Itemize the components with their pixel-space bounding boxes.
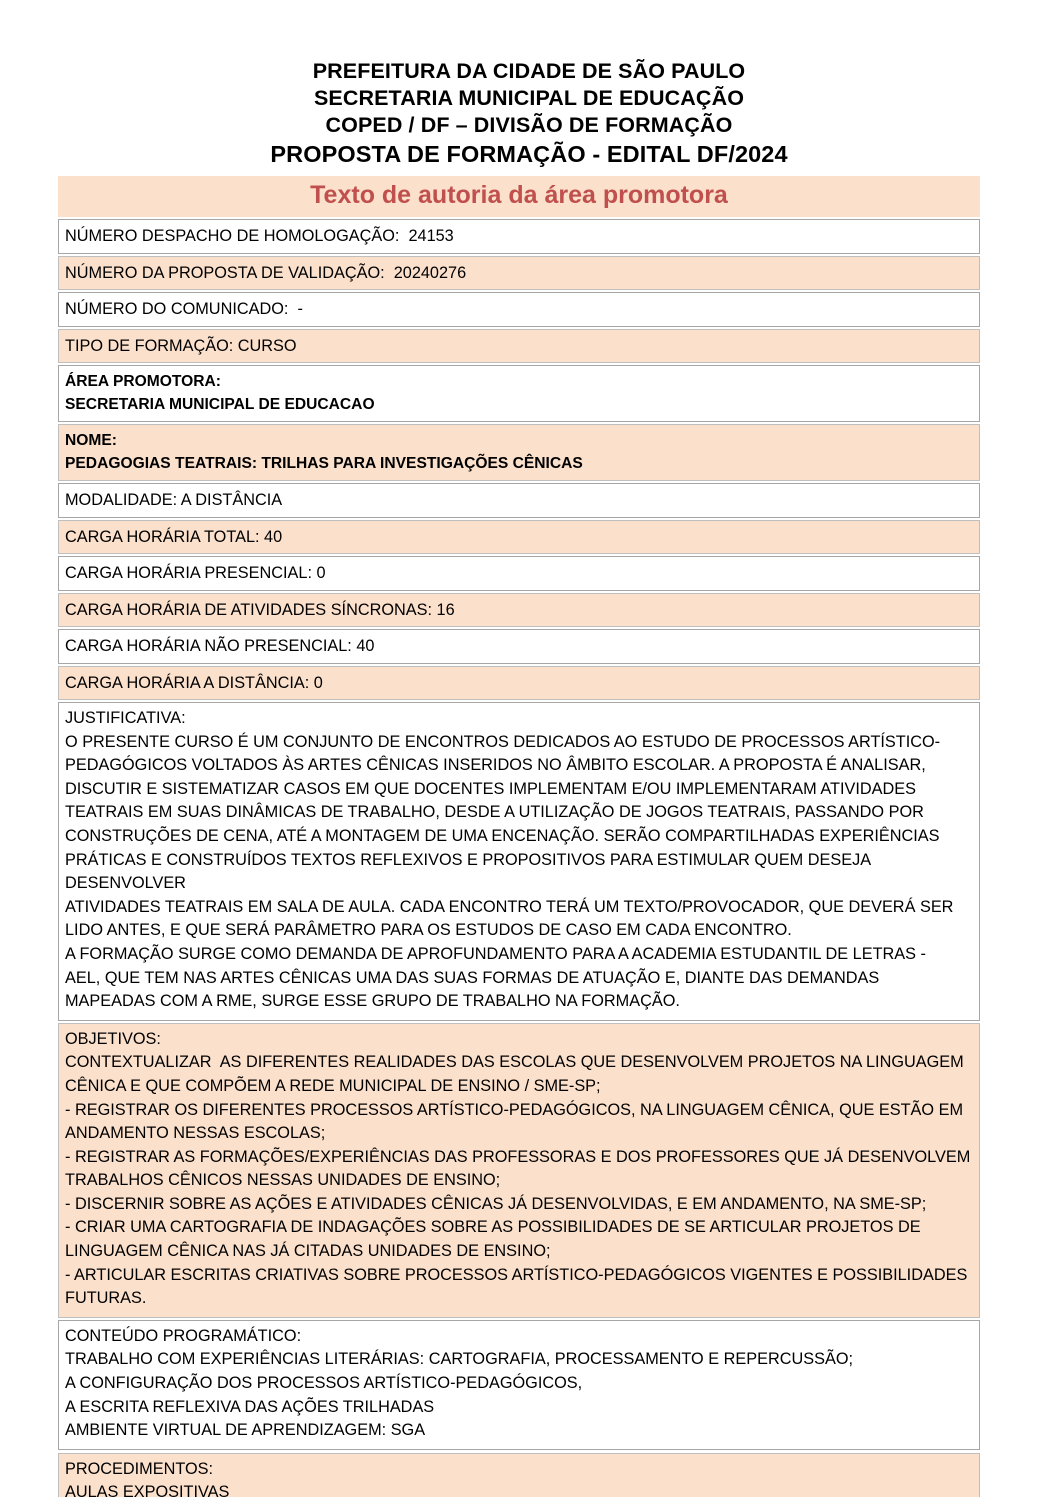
row-procedimentos	[58, 1453, 980, 1497]
row-area-promotora-label: ÁREA PROMOTORA:	[65, 373, 221, 390]
justificativa-line: CONSTRUÇÕES DE CENA, ATÉ A MONTAGEM DE UMA ENCENAÇÃO. SERÃO COMPARTILHADAS EXPERIÊNCIAS	[65, 826, 940, 845]
row-numero-proposta-text: NÚMERO DA PROPOSTA DE VALIDAÇÃO: 20240276	[65, 263, 467, 282]
row-numero-despacho	[58, 219, 980, 254]
row-nome-value: PEDAGOGIAS TEATRAIS: TRILHAS PARA INVESTIGAÇÕES CÊNICAS	[65, 454, 583, 472]
justificativa-line: A FORMAÇÃO SURGE COMO DEMANDA DE APROFUNDAMENTO PARA A ACADEMIA ESTUDANTIL DE LETRAS -	[65, 944, 926, 963]
row-carga-horaria-nao-presencial-text: CARGA HORÁRIA NÃO PRESENCIAL: 40	[65, 637, 375, 655]
row-carga-horaria-nao-presencial	[58, 629, 980, 664]
objetivos-line: - REGISTRAR OS DIFERENTES PROCESSOS ARTÍSTICO-PEDAGÓGICOS, NA LINGUAGEM CÊNICA, QUE ESTÃO EM	[65, 1100, 964, 1119]
row-modalidade	[58, 483, 980, 518]
row-carga-horaria-presencial-text: CARGA HORÁRIA PRESENCIAL: 0	[65, 564, 326, 582]
row-conteudo-programatico	[58, 1320, 980, 1450]
row-area-promotora-value: SECRETARIA MUNICIPAL DE EDUCACAO	[65, 395, 375, 413]
objetivos-line: - CRIAR UMA CARTOGRAFIA DE INDAGAÇÕES SOBRE AS POSSIBILIDADES DE SE ARTICULAR PROJETOS DE	[65, 1218, 921, 1237]
justificativa-line: AEL, QUE TEM NAS ARTES CÊNICAS UMA DAS SUAS FORMAS DE ATUAÇÃO E, DIANTE DAS DEMANDAS	[65, 968, 880, 987]
justificativa-line: DISCUTIR E SISTEMATIZAR CASOS EM QUE DOCENTES IMPLEMENTAM E/OU IMPLEMENTARAM ATIVIDADES	[65, 779, 916, 798]
header-line-secretaria: SECRETARIA MUNICIPAL DE EDUCAÇÃO	[313, 86, 745, 110]
row-area-promotora	[58, 365, 980, 422]
objetivos-line: FUTURAS.	[65, 1289, 147, 1308]
header-line-prefeitura: PREFEITURA DA CIDADE DE SÃO PAULO	[312, 59, 746, 83]
objetivos-line: ANDAMENTO NESSAS ESCOLAS;	[65, 1124, 326, 1143]
row-justificativa	[58, 702, 980, 1021]
header-line-proposta: PROPOSTA DE FORMAÇÃO - EDITAL DF/2024	[270, 141, 788, 167]
row-objetivos	[58, 1023, 980, 1318]
conteudo-line: TRABALHO COM EXPERIÊNCIAS LITERÁRIAS: CARTOGRAFIA, PROCESSAMENTO E REPERCUSSÃO;	[65, 1350, 854, 1369]
justificativa-line: ATIVIDADES TEATRAIS EM SALA DE AULA. CADA ENCONTRO TERÁ UM TEXTO/PROVOCADOR, QUE DEVERÁ SER	[65, 897, 954, 916]
header-line-coped: COPED / DF – DIVISÃO DE FORMAÇÃO	[325, 113, 733, 137]
objetivos-line: - ARTICULAR ESCRITAS CRIATIVAS SOBRE PROCESSOS ARTÍSTICO-PEDAGÓGICOS VIGENTES E POSSIBILIDADES	[65, 1265, 968, 1284]
objetivos-line: CONTEXTUALIZAR AS DIFERENTES REALIDADES DAS ESCOLAS QUE DESENVOLVEM PROJETOS NA LINGUAGEM	[65, 1053, 964, 1072]
conteudo-line: A CONFIGURAÇÃO DOS PROCESSOS ARTÍSTICO-PEDAGÓGICOS,	[65, 1374, 583, 1393]
row-tipo-formacao-text: TIPO DE FORMAÇÃO: CURSO	[65, 336, 297, 355]
proposal-table	[58, 176, 980, 1497]
objetivos-line: - REGISTRAR AS FORMAÇÕES/EXPERIÊNCIAS DAS PROFESSORAS E DOS PROFESSORES QUE JÁ DESENVOLVEM	[65, 1147, 971, 1166]
objetivos-line: - DISCERNIR SOBRE AS AÇÕES E ATIVIDADES CÊNICAS JÁ DESENVOLVIDAS, E EM ANDAMENTO, NA SME-SP;	[65, 1194, 927, 1213]
justificativa-title: JUSTIFICATIVA:	[65, 709, 186, 727]
row-carga-horaria-distancia-text: CARGA HORÁRIA A DISTÂNCIA: 0	[65, 673, 323, 692]
row-carga-horaria-total	[58, 520, 980, 555]
row-numero-comunicado	[58, 292, 980, 327]
conteudo-title: CONTEÚDO PROGRAMÁTICO:	[65, 1326, 302, 1345]
objetivos-line: TRABALHOS CÊNICOS NESSAS UNIDADES DE ENSINO;	[65, 1171, 501, 1190]
justificativa-line: TEATRAIS EM SUAS DINÂMICAS DE TRABALHO, DESDE A UTILIZAÇÃO DE JOGOS TEATRAIS, PASSANDO POR	[65, 803, 924, 822]
procedimentos-line: AULAS EXPOSITIVAS	[65, 1483, 230, 1497]
row-carga-horaria-total-text: CARGA HORÁRIA TOTAL: 40	[65, 527, 283, 546]
justificativa-line: O PRESENTE CURSO É UM CONJUNTO DE ENCONTROS DEDICADOS AO ESTUDO DE PROCESSOS ARTÍSTICO-	[65, 732, 941, 751]
row-nome-label: NOME:	[65, 432, 117, 449]
conteudo-line: AMBIENTE VIRTUAL DE APRENDIZAGEM: SGA	[65, 1421, 426, 1440]
row-carga-horaria-distancia	[58, 666, 980, 701]
conteudo-line: A ESCRITA REFLEXIVA DAS AÇÕES TRILHADAS	[65, 1397, 435, 1416]
row-carga-horaria-sincronas-text: CARGA HORÁRIA DE ATIVIDADES SÍNCRONAS: 16	[65, 600, 455, 619]
justificativa-line: PEDAGÓGICOS VOLTADOS ÀS ARTES CÊNICAS INSERIDOS NO ÂMBITO ESCOLAR. A PROPOSTA É ANALISAR,	[65, 756, 926, 775]
row-carga-horaria-presencial	[58, 556, 980, 591]
document-header	[0, 0, 1058, 170]
objetivos-line: CÊNICA E QUE COMPÕEM A REDE MUNICIPAL DE ENSINO / SME-SP;	[65, 1076, 601, 1095]
row-numero-despacho-text: NÚMERO DESPACHO DE HOMOLOGAÇÃO: 24153	[65, 227, 454, 245]
justificativa-line: MAPEADAS COM A RME, SURGE ESSE GRUPO DE TRABALHO NA FORMAÇÃO.	[65, 992, 680, 1011]
objetivos-title: OBJETIVOS:	[65, 1029, 161, 1048]
objetivos-line: LINGUAGEM CÊNICA NAS JÁ CITADAS UNIDADES DE ENSINO;	[65, 1242, 551, 1261]
procedimentos-title: PROCEDIMENTOS:	[65, 1459, 214, 1478]
row-carga-horaria-sincronas	[58, 593, 980, 628]
justificativa-line: PRÁTICAS E CONSTRUÍDOS TEXTOS REFLEXIVOS E PROPOSITIVOS PARA ESTIMULAR QUEM DESEJA DESENVOLVER	[65, 850, 875, 893]
row-numero-comunicado-text: NÚMERO DO COMUNICADO: -	[65, 300, 303, 318]
row-tipo-formacao	[58, 329, 980, 364]
banner-texto-autoria: Texto de autoria da área promotora	[58, 176, 980, 217]
justificativa-line: LIDO ANTES, E QUE SERÁ PARÂMETRO PARA OS ESTUDOS DE CASO EM CADA ENCONTRO.	[65, 921, 792, 940]
row-nome	[58, 424, 980, 481]
row-numero-proposta	[58, 256, 980, 291]
row-modalidade-text: MODALIDADE: A DISTÂNCIA	[65, 491, 283, 509]
